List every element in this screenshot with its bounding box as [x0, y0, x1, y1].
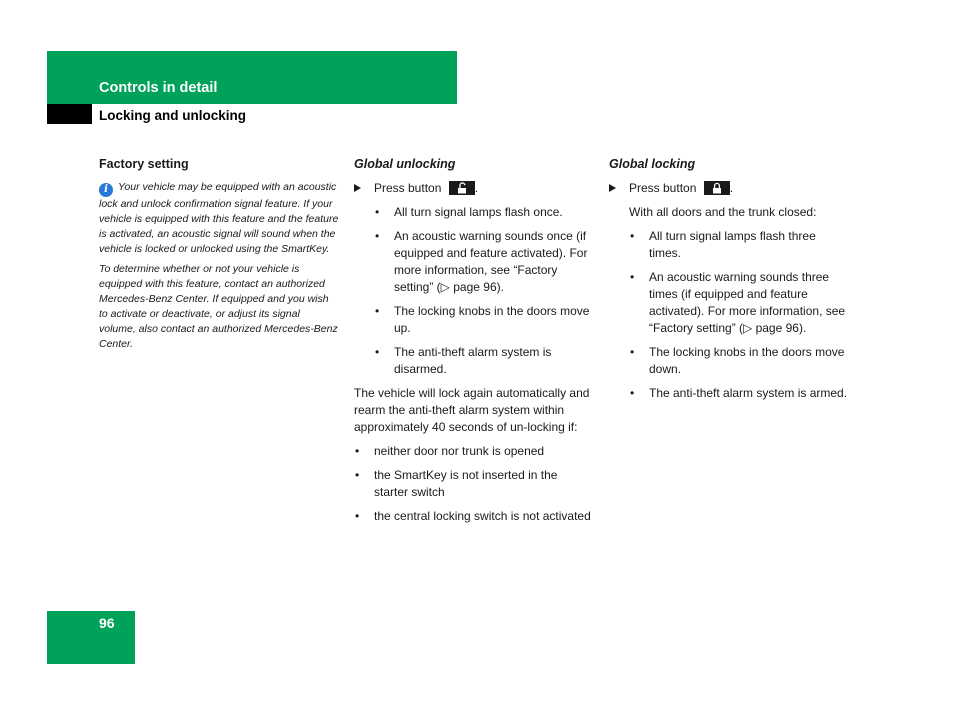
info-note	[99, 180, 339, 257]
column-factory-setting	[99, 156, 339, 357]
unlock-results-list	[354, 204, 594, 378]
info-icon: i	[99, 183, 113, 197]
global-unlocking-heading: Global unlocking	[354, 157, 456, 171]
relock-conditions-list	[354, 443, 594, 525]
list-item: • neither door nor trunk is opened	[354, 443, 594, 460]
unlock-step-text: Press button	[374, 181, 442, 195]
lock-step	[609, 180, 849, 197]
step-arrow-icon	[609, 184, 616, 192]
page-number: 96	[99, 615, 115, 631]
unlock-step-end: .	[474, 181, 479, 195]
list-item: • An acoustic warning sounds three times (if equipped and feature activated). For more information, see “Factory setting” (▷ page 96).	[629, 269, 849, 337]
unlock-step	[354, 180, 594, 197]
header-band	[47, 51, 457, 104]
lock-step-text: Press button	[629, 181, 697, 195]
list-item: • The anti-theft alarm system is disarmed.	[374, 344, 594, 378]
contact-note: To determine whether or not your vehicle is equipped with this feature, contact an authorized Mercedes-Benz Center. If equipped and you wish to activate or deactivate, or adjust its signal volume, also contact an authorized Mercedes-Benz Center.	[99, 263, 338, 350]
list-item: • All turn signal lamps flash once.	[374, 204, 594, 221]
info-note-text: Your vehicle may be equipped with an acoustic lock and unlock confirmation signal feature. If your vehicle is equipped with this feature and the feature is activated, an acoustic signal will sound when the vehicle is locked or unlocked using the SmartKey.	[99, 181, 339, 255]
list-item: • the SmartKey is not inserted in the starter switch	[354, 467, 594, 501]
unlock-key-icon	[449, 181, 475, 195]
list-item: • The locking knobs in the doors move up.	[374, 303, 594, 337]
list-item: • The locking knobs in the doors move down.	[629, 344, 849, 378]
subsection-title: Locking and unlocking	[99, 108, 247, 123]
list-item: • All turn signal lamps flash three times.	[629, 228, 849, 262]
section-title: Controls in detail	[99, 80, 218, 96]
list-item: • An acoustic warning sounds once (if equipped and feature activated). For more information, see “Factory setting” (▷ page 96).	[374, 228, 594, 296]
lock-condition-paragraph: With all doors and the trunk closed:	[629, 205, 817, 219]
global-locking-heading: Global locking	[609, 157, 696, 171]
page-number-box	[47, 611, 135, 664]
column-global-locking	[609, 156, 849, 409]
relock-paragraph: The vehicle will lock again automatically and rearm the anti-theft alarm system within approximately 40 seconds of un-locking if:	[354, 386, 590, 434]
lock-results-list	[609, 228, 849, 402]
section-marker	[47, 104, 92, 124]
column-global-unlocking	[354, 156, 594, 532]
list-item: • The anti-theft alarm system is armed.	[629, 385, 849, 402]
lock-key-icon	[704, 181, 730, 195]
factory-setting-heading: Factory setting	[99, 157, 189, 171]
list-item: • the central locking switch is not activated	[354, 508, 594, 525]
step-arrow-icon	[354, 184, 361, 192]
lock-step-end: .	[729, 181, 734, 195]
